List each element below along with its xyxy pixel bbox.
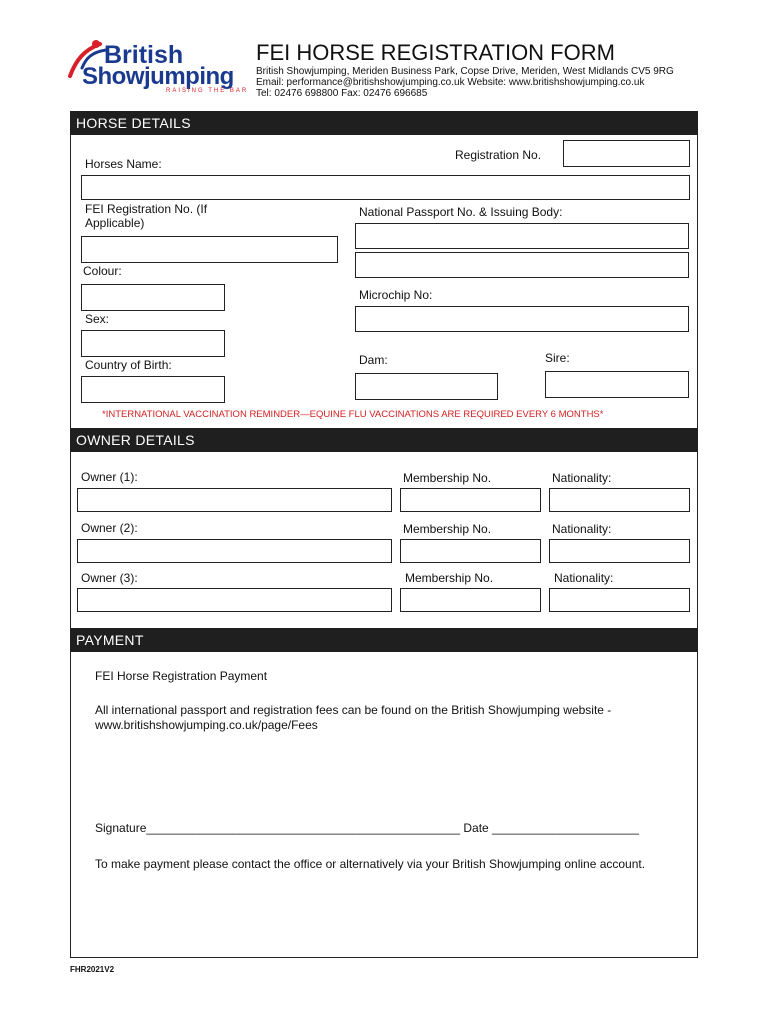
national-passport-field-2[interactable] [355,252,689,278]
vaccination-reminder: *INTERNATIONAL VACCINATION REMINDER—EQUINE FLU VACCINATIONS ARE REQUIRED EVERY 6 MONTHS* [102,409,604,420]
membership-2-label: Membership No. [403,522,492,536]
nationality-2-label: Nationality: [552,522,612,536]
owner-3-label: Owner (3): [81,571,138,585]
horses-name-label: Horses Name: [85,157,162,171]
owner-2-field[interactable] [77,539,392,563]
fei-registration-label-2: Applicable) [85,216,145,230]
microchip-label: Microchip No: [359,288,433,302]
payment-heading: FEI Horse Registration Payment [95,669,268,683]
horse-details-header: HORSE DETAILS [70,111,698,135]
fei-registration-field[interactable] [81,236,338,263]
owner-1-label: Owner (1): [81,470,138,484]
membership-3-field[interactable] [400,588,541,612]
horses-name-field[interactable] [81,175,690,200]
owner-2-label: Owner (2): [81,521,138,535]
brand-logo [66,38,256,98]
country-of-birth-label: Country of Birth: [85,358,172,372]
dam-field[interactable] [355,373,498,400]
sex-field[interactable] [81,330,225,357]
form-code: FHR2021V2 [70,965,115,974]
membership-1-field[interactable] [400,488,541,512]
sire-label: Sire: [545,351,570,365]
membership-3-label: Membership No. [405,571,494,585]
fees-info-line2: www.britishshowjumping.co.uk/page/Fees [95,718,318,732]
logo-line1: British [104,41,184,69]
colour-field[interactable] [81,284,225,311]
registration-no-label: Registration No. [455,148,542,162]
nationality-2-field[interactable] [549,539,690,563]
phone-line: Tel: 02476 698800 Fax: 02476 696685 [256,88,428,99]
national-passport-field-1[interactable] [355,223,689,249]
owner-1-field[interactable] [77,488,392,512]
nationality-3-label: Nationality: [554,571,614,585]
signature-date-line: Signature_______________________________________________ Date ______________________ [95,821,639,835]
sex-label: Sex: [85,312,110,326]
contact-line: Email: performance@britishshowjumping.co.uk Website: www.britishshowjumping.co.uk [256,77,645,88]
payment-frame [70,652,698,958]
nationality-3-field[interactable] [549,588,690,612]
fei-registration-label-1: FEI Registration No. (If [85,202,208,216]
membership-1-label: Membership No. [403,471,492,485]
payment-note: To make payment please contact the office or alternatively via your British Showjumping online account. [95,857,646,871]
address-line: British Showjumping, Meriden Business Park, Copse Drive, Meriden, West Midlands CV5 9RG [256,66,674,77]
dam-label: Dam: [359,353,388,367]
microchip-field[interactable] [355,306,689,332]
logo-tagline: RAISING THE BAR [166,88,249,94]
owner-3-field[interactable] [77,588,392,612]
country-of-birth-field[interactable] [81,376,225,403]
sire-field[interactable] [545,371,689,398]
nationality-1-label: Nationality: [552,471,612,485]
payment-header: PAYMENT [70,628,698,652]
owner-details-header: OWNER DETAILS [70,428,698,452]
fees-info-line1: All international passport and registration fees can be found on the British Showjumping website - [95,703,612,717]
national-passport-label: National Passport No. & Issuing Body: [359,205,563,219]
colour-label: Colour: [83,264,122,278]
membership-2-field[interactable] [400,539,541,563]
logo-line2: Showjumping [82,63,234,90]
nationality-1-field[interactable] [549,488,690,512]
page-title: FEI HORSE REGISTRATION FORM [256,40,615,65]
registration-no-field[interactable] [563,140,690,167]
